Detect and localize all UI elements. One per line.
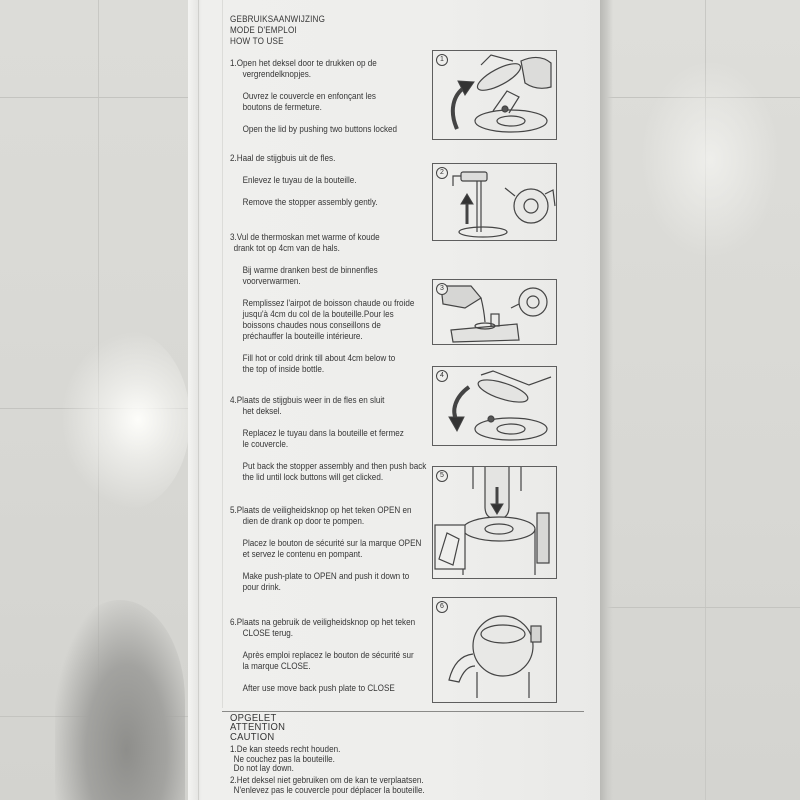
step-1-french: [230, 91, 397, 113]
kettle-front-drawing: [449, 616, 541, 698]
text-line: 5.Plaats de veiligheidsknop op het teken OPEN en: [230, 505, 412, 515]
text-line: 1.De kan steeds recht houden.: [230, 744, 341, 755]
step-2-dutch: [230, 153, 378, 164]
step-4-figure: [432, 366, 557, 446]
text-line: CLOSE terug.: [242, 628, 294, 638]
step-2-figure: [432, 163, 557, 241]
step-6-french: [230, 650, 415, 672]
step-number-badge: 3: [436, 283, 448, 295]
step-number-badge: 6: [436, 601, 448, 613]
shadowed-object: [55, 600, 185, 800]
step-number-badge: 2: [436, 167, 448, 179]
step-4-text: [230, 395, 426, 483]
step-3-illustration: [433, 280, 556, 344]
text-line: Remplissez l'airpot de boisson chaude ou froide: [242, 298, 415, 308]
step-6-text: [230, 617, 415, 694]
kettle-top-drawing: [475, 91, 547, 132]
step-1-dutch: [230, 58, 397, 80]
step-4-french: [230, 428, 426, 450]
text-line: the lid until lock buttons will get clicked.: [242, 472, 384, 482]
step-6-dutch: [230, 617, 415, 639]
text-line: le couvercle.: [242, 439, 289, 449]
caution-heading-english: CAUTION: [230, 730, 275, 743]
text-line: 6.Plaats na gebruik de veiligheidsknop op het teken: [230, 617, 416, 627]
text-line: After use move back push plate to CLOSE: [242, 683, 395, 693]
text-line: et servez le contenu en pompant.: [242, 549, 363, 559]
light-reflection: [60, 330, 190, 510]
panel-fold-edge: [198, 0, 199, 800]
text-line: Bij warme dranken best de binnenfles: [242, 265, 378, 275]
text-line: Ouvrez le couvercle en enfonçant les: [242, 91, 376, 101]
text-line: the top of inside bottle.: [242, 364, 325, 374]
detail-inset-drawing: [435, 525, 465, 569]
step-5-english: [230, 571, 421, 593]
box-shadow: [600, 0, 613, 800]
instructions-heading: [230, 14, 325, 47]
text-line: 2.Haal de stijgbuis uit de fles.: [230, 153, 336, 163]
text-line: Ne couchez pas la bouteille.: [233, 753, 335, 764]
caution-heading-french: ATTENTION: [230, 721, 286, 734]
step-4-dutch: [230, 395, 426, 417]
open-lid-drawing: [474, 55, 551, 95]
text-line: jusqu'à 4cm du col de la bouteille.Pour les: [242, 309, 394, 319]
step-2-text: [230, 153, 378, 208]
kettle-drawing: [463, 513, 549, 575]
step-4-illustration: [433, 367, 556, 445]
panel-printed-rule: [222, 0, 223, 708]
step-5-illustration: [433, 467, 556, 578]
step-2-english: [230, 197, 378, 208]
caution-item-1: [230, 745, 425, 773]
step-3-figure: [432, 279, 557, 345]
up-arrow-icon: [461, 194, 473, 224]
heading-dutch: GEBRUIKSAANWIJZING: [230, 14, 326, 24]
text-line: préchauffer la bouteille intérieure.: [242, 331, 363, 341]
step-1-text: [230, 58, 397, 135]
caution-item-2: [230, 776, 425, 795]
text-line: 3.Vul de thermoskan met warme of koude: [230, 232, 380, 242]
step-6-illustration: [433, 598, 556, 702]
kettle-drawing: [505, 188, 555, 223]
text-line: voorverwarmen.: [242, 276, 301, 286]
wall-tiles-right: [600, 0, 800, 800]
closing-lid-drawing: [476, 371, 551, 407]
text-line: Make push-plate to OPEN and push it down to: [242, 571, 410, 581]
text-line: Put back the stopper assembly and then push back: [242, 461, 427, 471]
step-3-text: [230, 232, 414, 375]
step-1-figure: [432, 50, 557, 140]
wall-tiles-left: [0, 0, 190, 800]
step-number-badge: 5: [436, 470, 448, 482]
text-line: Remove the stopper assembly gently.: [242, 197, 378, 207]
caution-headings: [230, 714, 425, 742]
text-line: la marque CLOSE.: [242, 661, 311, 671]
step-3-dutch-note: [230, 265, 414, 287]
step-6-english: [230, 683, 415, 694]
step-3-french: [230, 298, 414, 342]
text-line: pour drink.: [242, 582, 281, 592]
step-5-text: [230, 505, 421, 593]
step-4-english: [230, 461, 426, 483]
step-number-badge: 1: [436, 54, 448, 66]
text-line: vergrendelknopjes.: [242, 69, 312, 79]
heading-english: HOW TO USE: [230, 36, 284, 46]
step-5-dutch: [230, 505, 421, 527]
text-line: Enlevez le tuyau de la bouteille.: [242, 175, 357, 185]
text-line: 2.Het deksel niet gebruiken om de kan te verplaatsen.: [230, 775, 424, 786]
text-line: Do not lay down.: [233, 763, 294, 774]
step-2-illustration: [433, 164, 556, 240]
kettle-top-drawing: [475, 416, 547, 440]
step-number-badge: 4: [436, 370, 448, 382]
tile-grout-line: [600, 607, 800, 608]
heading-french: MODE D'EMPLOI: [230, 25, 297, 35]
step-5-figure: [432, 466, 557, 579]
curved-down-arrow-icon: [449, 387, 469, 431]
caution-heading-dutch: OPGELET: [230, 712, 277, 724]
text-line: Après emploi replacez le bouton de sécurité sur: [242, 650, 414, 660]
kettle-drawing: [511, 288, 547, 316]
step-6-figure: [432, 597, 557, 703]
step-5-french: [230, 538, 421, 560]
pitcher-pouring-drawing: [441, 286, 485, 322]
step-2-french: [230, 175, 378, 186]
curved-up-arrow-icon: [453, 81, 474, 129]
text-line: Placez le bouton de sécurité sur la marque OPEN: [242, 538, 422, 548]
text-line: N'enlevez pas le couvercle pour déplacer la bouteille.: [233, 784, 425, 795]
caution-section: [230, 714, 425, 795]
text-line: 1.Open het deksel door te drukken op de: [230, 58, 377, 68]
text-line: boutons de fermeture.: [242, 102, 322, 112]
step-1-english: [230, 124, 397, 135]
step-3-dutch: [230, 232, 414, 254]
step-3-english: [230, 353, 414, 375]
text-line: Open the lid by pushing two buttons locked: [242, 124, 398, 134]
text-line: boissons chaudes nous conseillons de: [242, 320, 381, 330]
text-line: Replacez le tuyau dans la bouteille et fermez: [242, 428, 404, 438]
light-reflection: [640, 60, 780, 260]
tile-grout-line: [0, 97, 190, 98]
step-1-illustration: [433, 51, 556, 139]
text-line: Fill hot or cold drink till about 4cm below to: [242, 353, 396, 363]
text-line: 4.Plaats de stijgbuis weer in de fles en sluit: [230, 395, 385, 405]
text-line: dien de drank op door te pompen.: [242, 516, 365, 526]
text-line: drank tot op 4cm van de hals.: [233, 243, 340, 253]
text-line: het deksel.: [242, 406, 282, 416]
